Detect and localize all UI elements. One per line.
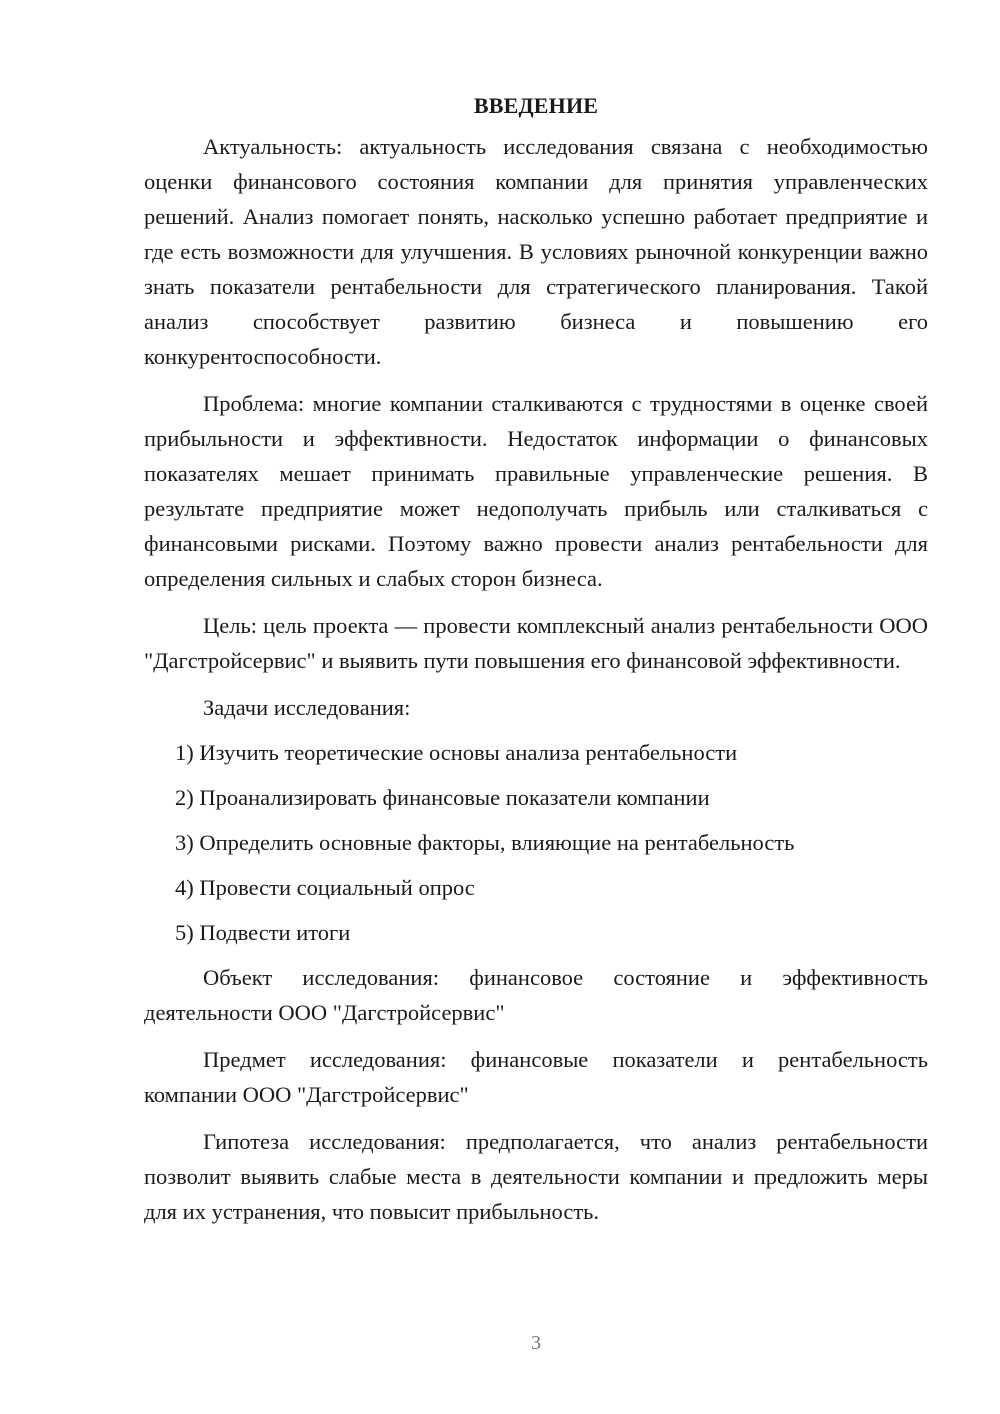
hypothesis-paragraph: Гипотеза исследования: предполагается, что анализ рентабельности позволит выявить слабые места в деятельности компании и предложить меры для их устранения, что повысит прибыльность. — [144, 1129, 928, 1224]
page-number: 3 — [531, 1332, 541, 1354]
task-item: 4) Провести социальный опрос — [175, 875, 475, 900]
task-item: 3) Определить основные факторы, влияющие на рентабельность — [175, 830, 795, 855]
object-paragraph: Объект исследования: финансовое состояние и эффективность деятельности ООО "Дагстройсервис" — [144, 965, 928, 1025]
goal-paragraph: Цель: цель проекта — провести комплексный анализ рентабельности ООО "Дагстройсервис" и выявить пути повышения его финансовой эффективности. — [144, 613, 928, 673]
task-item: 1) Изучить теоретические основы анализа рентабельности — [175, 740, 738, 765]
page-content — [144, 93, 928, 1241]
subject-paragraph: Предмет исследования: финансовые показатели и рентабельность компании ООО "Дагстройсервис" — [144, 1047, 928, 1107]
relevance-paragraph: Актуальность: актуальность исследования связана с необходимостью оценки финансового состояния компании для принятия управленческих решений. Анализ помогает понять, насколько успешно работает предприятие и где есть возможности для улучшения. В условиях рыночной конкуренции важно знать показатели рентабельности для стратегического планирования. Такой анализ способствует развитию бизнеса и повышению его конкурентоспособности. — [144, 134, 928, 369]
task-item: 5) Подвести итоги — [175, 920, 351, 945]
task-item: 2) Проанализировать финансовые показатели компании — [175, 785, 710, 810]
page-title: ВВЕДЕНИЕ — [473, 93, 599, 118]
problem-paragraph: Проблема: многие компании сталкиваются с трудностями в оценке своей прибыльности и эффективности. Недостаток информации о финансовых показателях мешает принимать правильные управленческие решения. В результате предприятие может недополучать прибыль или сталкиваться с финансовыми рисками. Поэтому важно провести анализ рентабельности для определения сильных и слабых сторон бизнеса. — [144, 391, 928, 591]
tasks-heading: Задачи исследования: — [203, 695, 411, 720]
